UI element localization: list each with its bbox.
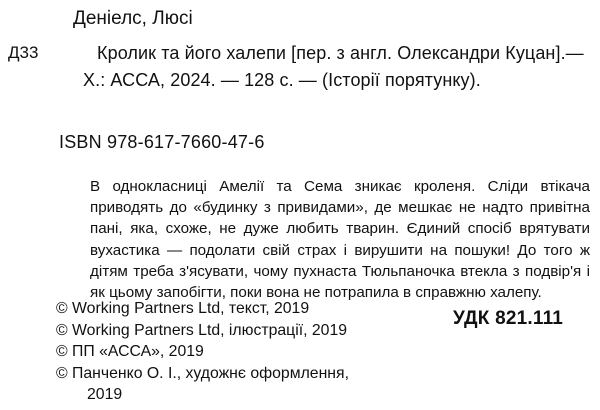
copyright-line-text: © Working Partners Ltd, текст, 2019 xyxy=(56,300,310,317)
copyright-line-illustrations: © Working Partners Ltd, ілюстрації, 2019 xyxy=(56,321,348,339)
classification-code: Д33 xyxy=(8,43,39,62)
isbn: ISBN 978-617-7660-47-6 xyxy=(59,132,265,152)
copyright-line-design: © Панченко О. І., художнє оформлення, xyxy=(56,364,349,382)
udk-code: УДК 821.111 xyxy=(453,308,564,329)
copyright-block xyxy=(56,298,349,406)
copyright-line-design-year: 2019 xyxy=(87,386,123,404)
bibliographic-description: Кролик та його халепи [пер. з англ. Олександри Куцан].— Х.: АССА, 2024. — 128 с. — (Історії порятунку). xyxy=(83,43,584,90)
annotation: В однокласниці Амелії та Сема зникає кроленя. Сліди втікача приводять до «будинку з привидами», де мешкає не надто привітна пані, яка, схоже, не дуже любить тварин. Єдиний спосіб врятувати вухастика — подолати свій страх і вирушити на пошуки! До того ж дітям треба з'ясувати, чому пухнаста Тюльпаночка втекла з подвір'я і як цьому запобігти, поки вона не потрапила в справжню халепу. xyxy=(90,178,590,302)
copyright-line-publisher: © ПП «АССА», 2019 xyxy=(56,343,204,361)
author-name: Деніелс, Люсі xyxy=(73,8,193,29)
